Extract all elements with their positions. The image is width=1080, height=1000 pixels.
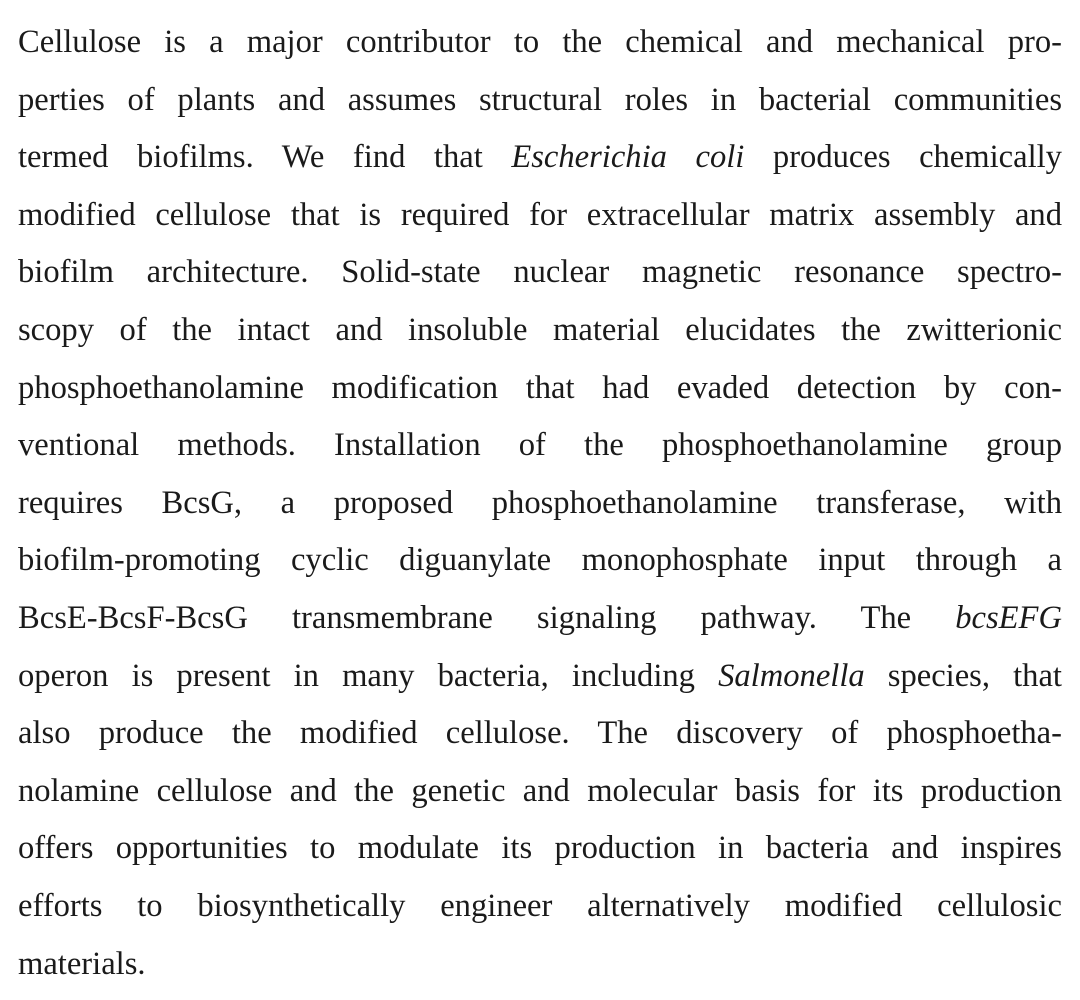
- text-line: [18, 936, 1062, 994]
- text-line: [18, 72, 1062, 130]
- text-segment: materials.: [18, 945, 146, 982]
- text-line: [18, 648, 1062, 706]
- text-segment: produces chemically: [744, 139, 1062, 176]
- text-line: [18, 532, 1062, 590]
- text-line: [18, 14, 1062, 72]
- text-line: [18, 417, 1062, 475]
- italic-term: Salmonella: [718, 657, 865, 694]
- text-segment: biofilm-promoting cyclic diguanylate monophosphate input through a: [18, 542, 1062, 579]
- text-segment: BcsE-BcsF-BcsG transmembrane signaling pathway. The: [18, 599, 956, 636]
- text-segment: offers opportunities to modulate its production in bacteria and inspires: [18, 830, 1062, 867]
- text-segment: perties of plants and assumes structural roles in bacterial communities: [18, 81, 1062, 118]
- text-segment: phosphoethanolamine modification that had evaded detection by con-: [18, 369, 1062, 406]
- text-segment: biofilm architecture. Solid-state nuclear magnetic resonance spectro-: [18, 254, 1062, 291]
- text-line: [18, 705, 1062, 763]
- text-segment: operon is present in many bacteria, including: [18, 657, 719, 694]
- text-segment: requires BcsG, a proposed phosphoethanolamine transferase, with: [18, 484, 1062, 521]
- text-line: [18, 360, 1062, 418]
- text-segment: ventional methods. Installation of the phosphoethanolamine group: [18, 427, 1062, 464]
- text-line: [18, 763, 1062, 821]
- text-segment: scopy of the intact and insoluble material elucidates the zwitterionic: [18, 311, 1062, 348]
- text-segment: species, that: [864, 657, 1062, 694]
- text-segment: nolamine cellulose and the genetic and molecular basis for its production: [18, 772, 1062, 809]
- text-line: [18, 302, 1062, 360]
- text-line: [18, 187, 1062, 245]
- text-segment: Cellulose is a major contributor to the chemical and mechanical pro-: [18, 24, 1062, 60]
- text-line: [18, 878, 1062, 936]
- text-line: [18, 129, 1062, 187]
- text-segment: modified cellulose that is required for extracellular matrix assembly and: [18, 196, 1062, 233]
- text-line: [18, 590, 1062, 648]
- text-segment: termed biofilms. We find that: [18, 139, 512, 176]
- abstract-paragraph: [18, 14, 1062, 993]
- text-line: [18, 244, 1062, 302]
- text-segment: also produce the modified cellulose. The discovery of phosphoetha-: [18, 715, 1062, 752]
- text-segment: efforts to biosynthetically engineer alternatively modified cellulosic: [18, 887, 1062, 924]
- italic-term: Escherichia coli: [511, 139, 745, 176]
- text-line: [18, 475, 1062, 533]
- text-line: [18, 820, 1062, 878]
- italic-term: bcsEFG: [955, 599, 1062, 636]
